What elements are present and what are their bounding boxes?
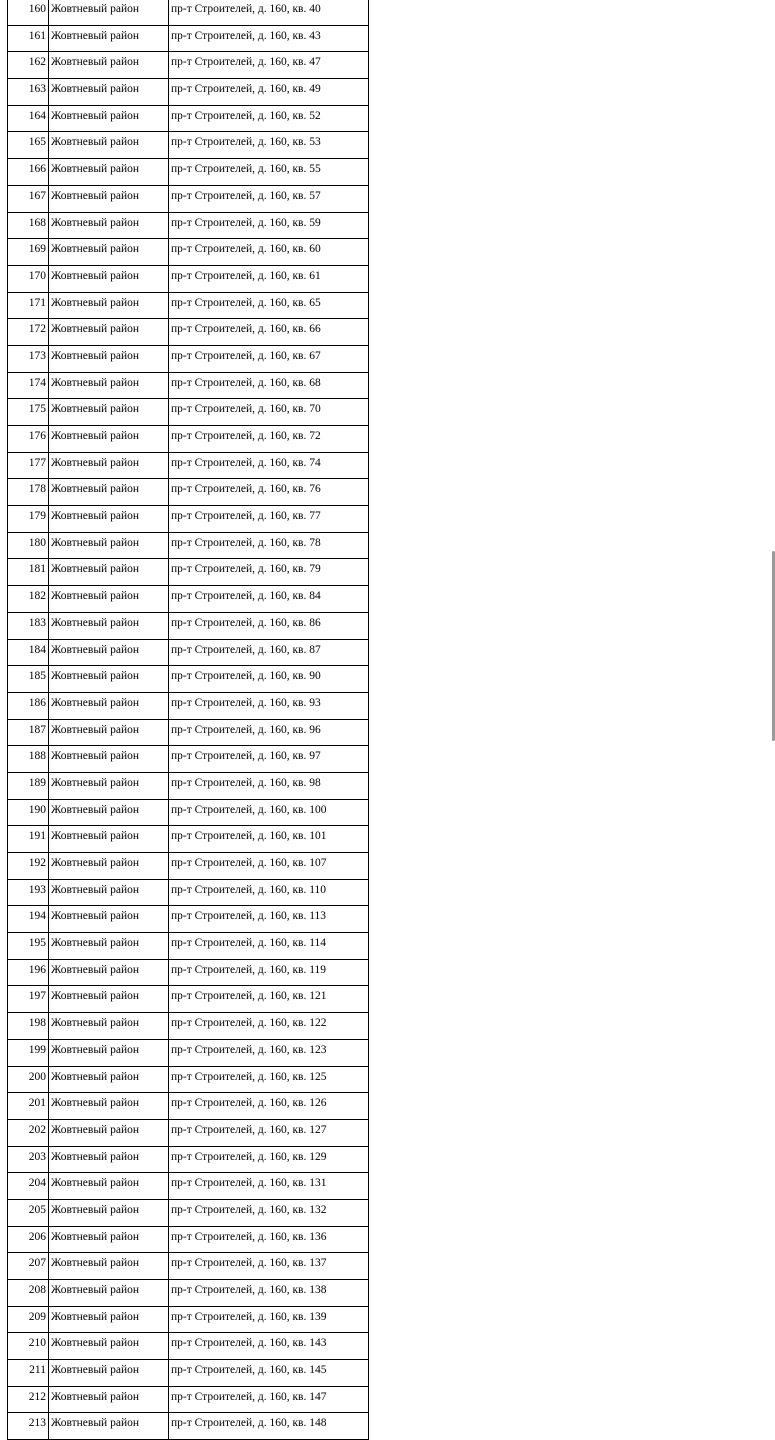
row-number-cell: 211: [8, 1360, 49, 1387]
table-row: [8, 1093, 369, 1120]
table-row: [8, 1360, 369, 1387]
address-cell: пр-т Строителей, д. 160, кв. 97: [169, 746, 369, 773]
row-number-cell: 166: [8, 159, 49, 186]
district-cell: Жовтневый район: [49, 799, 169, 826]
district-cell: Жовтневый район: [49, 479, 169, 506]
row-number-cell: 195: [8, 933, 49, 960]
address-cell: пр-т Строителей, д. 160, кв. 78: [169, 532, 369, 559]
table-row: [8, 639, 369, 666]
district-cell: Жовтневый район: [49, 1360, 169, 1387]
address-cell: пр-т Строителей, д. 160, кв. 121: [169, 986, 369, 1013]
district-cell: Жовтневый район: [49, 986, 169, 1013]
district-cell: Жовтневый район: [49, 826, 169, 853]
table-row: [8, 1306, 369, 1333]
district-cell: Жовтневый район: [49, 292, 169, 319]
district-cell: Жовтневый район: [49, 959, 169, 986]
table-row: [8, 586, 369, 613]
row-number-cell: 194: [8, 906, 49, 933]
address-cell: пр-т Строителей, д. 160, кв. 43: [169, 25, 369, 52]
address-cell: пр-т Строителей, д. 160, кв. 86: [169, 612, 369, 639]
row-number-cell: 189: [8, 772, 49, 799]
table-row: [8, 532, 369, 559]
row-number-cell: 208: [8, 1280, 49, 1307]
table-row: [8, 506, 369, 533]
address-cell: пр-т Строителей, д. 160, кв. 93: [169, 692, 369, 719]
address-cell: пр-т Строителей, д. 160, кв. 74: [169, 452, 369, 479]
row-number-cell: 183: [8, 612, 49, 639]
district-cell: Жовтневый район: [49, 105, 169, 132]
district-cell: Жовтневый район: [49, 906, 169, 933]
row-number-cell: 179: [8, 506, 49, 533]
row-number-cell: 191: [8, 826, 49, 853]
address-cell: пр-т Строителей, д. 160, кв. 60: [169, 239, 369, 266]
address-cell: пр-т Строителей, д. 160, кв. 72: [169, 426, 369, 453]
address-cell: пр-т Строителей, д. 160, кв. 114: [169, 933, 369, 960]
table-row: [8, 1199, 369, 1226]
district-cell: Жовтневый район: [49, 399, 169, 426]
district-cell: Жовтневый район: [49, 1066, 169, 1093]
table-row: [8, 986, 369, 1013]
table-row: [8, 1280, 369, 1307]
row-number-cell: 162: [8, 52, 49, 79]
row-number-cell: 213: [8, 1413, 49, 1440]
district-cell: Жовтневый район: [49, 1386, 169, 1413]
district-cell: Жовтневый район: [49, 746, 169, 773]
district-cell: Жовтневый район: [49, 532, 169, 559]
table-row: [8, 1146, 369, 1173]
address-table: [7, 0, 369, 1440]
address-cell: пр-т Строителей, д. 160, кв. 148: [169, 1413, 369, 1440]
district-cell: Жовтневый район: [49, 1413, 169, 1440]
district-cell: Жовтневый район: [49, 1119, 169, 1146]
table-row: [8, 1173, 369, 1200]
table-row: [8, 1013, 369, 1040]
district-cell: Жовтневый район: [49, 319, 169, 346]
table-row: [8, 746, 369, 773]
district-cell: Жовтневый район: [49, 639, 169, 666]
row-number-cell: 201: [8, 1093, 49, 1120]
district-cell: Жовтневый район: [49, 506, 169, 533]
row-number-cell: 199: [8, 1039, 49, 1066]
district-cell: Жовтневый район: [49, 586, 169, 613]
address-cell: пр-т Строителей, д. 160, кв. 55: [169, 159, 369, 186]
district-cell: Жовтневый район: [49, 426, 169, 453]
row-number-cell: 177: [8, 452, 49, 479]
district-cell: Жовтневый район: [49, 1333, 169, 1360]
address-cell: пр-т Строителей, д. 160, кв. 84: [169, 586, 369, 613]
address-cell: пр-т Строителей, д. 160, кв. 125: [169, 1066, 369, 1093]
row-number-cell: 167: [8, 185, 49, 212]
address-cell: пр-т Строителей, д. 160, кв. 137: [169, 1253, 369, 1280]
district-cell: Жовтневый район: [49, 879, 169, 906]
row-number-cell: 206: [8, 1226, 49, 1253]
district-cell: Жовтневый район: [49, 853, 169, 880]
table-row: [8, 319, 369, 346]
address-cell: пр-т Строителей, д. 160, кв. 127: [169, 1119, 369, 1146]
address-cell: пр-т Строителей, д. 160, кв. 122: [169, 1013, 369, 1040]
district-cell: Жовтневый район: [49, 0, 169, 25]
table-row: [8, 1333, 369, 1360]
address-cell: пр-т Строителей, д. 160, кв. 57: [169, 185, 369, 212]
address-cell: пр-т Строителей, д. 160, кв. 98: [169, 772, 369, 799]
table-row: [8, 692, 369, 719]
district-cell: Жовтневый район: [49, 1039, 169, 1066]
row-number-cell: 171: [8, 292, 49, 319]
row-number-cell: 175: [8, 399, 49, 426]
district-cell: Жовтневый район: [49, 1013, 169, 1040]
table-row: [8, 1066, 369, 1093]
address-cell: пр-т Строителей, д. 160, кв. 100: [169, 799, 369, 826]
table-row: [8, 265, 369, 292]
district-cell: Жовтневый район: [49, 559, 169, 586]
row-number-cell: 161: [8, 25, 49, 52]
table-row: [8, 826, 369, 853]
table-row: [8, 372, 369, 399]
row-number-cell: 198: [8, 1013, 49, 1040]
row-number-cell: 187: [8, 719, 49, 746]
address-cell: пр-т Строителей, д. 160, кв. 113: [169, 906, 369, 933]
table-row: [8, 292, 369, 319]
table-row: [8, 185, 369, 212]
row-number-cell: 212: [8, 1386, 49, 1413]
table-row: [8, 719, 369, 746]
district-cell: Жовтневый район: [49, 1280, 169, 1307]
table-row: [8, 239, 369, 266]
row-number-cell: 202: [8, 1119, 49, 1146]
table-row: [8, 1253, 369, 1280]
address-cell: пр-т Строителей, д. 160, кв. 65: [169, 292, 369, 319]
address-cell: пр-т Строителей, д. 160, кв. 143: [169, 1333, 369, 1360]
district-cell: Жовтневый район: [49, 79, 169, 106]
district-cell: Жовтневый район: [49, 933, 169, 960]
district-cell: Жовтневый район: [49, 719, 169, 746]
district-cell: Жовтневый район: [49, 772, 169, 799]
district-cell: Жовтневый район: [49, 52, 169, 79]
row-number-cell: 188: [8, 746, 49, 773]
table-row: [8, 25, 369, 52]
address-cell: пр-т Строителей, д. 160, кв. 107: [169, 853, 369, 880]
row-number-cell: 164: [8, 105, 49, 132]
row-number-cell: 181: [8, 559, 49, 586]
district-cell: Жовтневый район: [49, 1173, 169, 1200]
district-cell: Жовтневый район: [49, 452, 169, 479]
row-number-cell: 172: [8, 319, 49, 346]
address-cell: пр-т Строителей, д. 160, кв. 136: [169, 1226, 369, 1253]
row-number-cell: 204: [8, 1173, 49, 1200]
district-cell: Жовтневый район: [49, 372, 169, 399]
table-row: [8, 559, 369, 586]
table-row: [8, 0, 369, 25]
table-row: [8, 666, 369, 693]
district-cell: Жовтневый район: [49, 1093, 169, 1120]
row-number-cell: 186: [8, 692, 49, 719]
row-number-cell: 196: [8, 959, 49, 986]
address-cell: пр-т Строителей, д. 160, кв. 66: [169, 319, 369, 346]
row-number-cell: 193: [8, 879, 49, 906]
table-row: [8, 345, 369, 372]
address-cell: пр-т Строителей, д. 160, кв. 126: [169, 1093, 369, 1120]
table-row: [8, 879, 369, 906]
address-cell: пр-т Строителей, д. 160, кв. 79: [169, 559, 369, 586]
district-cell: Жовтневый район: [49, 159, 169, 186]
address-cell: пр-т Строителей, д. 160, кв. 138: [169, 1280, 369, 1307]
district-cell: Жовтневый район: [49, 666, 169, 693]
table-row: [8, 1119, 369, 1146]
table-row: [8, 159, 369, 186]
row-number-cell: 182: [8, 586, 49, 613]
table-row: [8, 452, 369, 479]
table-row: [8, 612, 369, 639]
district-cell: Жовтневый район: [49, 1146, 169, 1173]
address-cell: пр-т Строителей, д. 160, кв. 76: [169, 479, 369, 506]
address-cell: пр-т Строителей, д. 160, кв. 87: [169, 639, 369, 666]
table-row: [8, 132, 369, 159]
row-number-cell: 205: [8, 1199, 49, 1226]
table-row: [8, 52, 369, 79]
address-cell: пр-т Строителей, д. 160, кв. 123: [169, 1039, 369, 1066]
row-number-cell: 160: [8, 0, 49, 25]
district-cell: Жовтневый район: [49, 239, 169, 266]
district-cell: Жовтневый район: [49, 1226, 169, 1253]
row-number-cell: 176: [8, 426, 49, 453]
address-cell: пр-т Строителей, д. 160, кв. 145: [169, 1360, 369, 1387]
district-cell: Жовтневый район: [49, 25, 169, 52]
table-row: [8, 479, 369, 506]
table-row: [8, 906, 369, 933]
row-number-cell: 190: [8, 799, 49, 826]
address-cell: пр-т Строителей, д. 160, кв. 110: [169, 879, 369, 906]
district-cell: Жовтневый район: [49, 132, 169, 159]
district-cell: Жовтневый район: [49, 345, 169, 372]
row-number-cell: 170: [8, 265, 49, 292]
table-row: [8, 799, 369, 826]
table-row: [8, 853, 369, 880]
table-row: [8, 959, 369, 986]
row-number-cell: 209: [8, 1306, 49, 1333]
table-row: [8, 399, 369, 426]
address-cell: пр-т Строителей, д. 160, кв. 77: [169, 506, 369, 533]
address-cell: пр-т Строителей, д. 160, кв. 61: [169, 265, 369, 292]
table-row: [8, 212, 369, 239]
row-number-cell: 178: [8, 479, 49, 506]
district-cell: Жовтневый район: [49, 1306, 169, 1333]
row-number-cell: 165: [8, 132, 49, 159]
address-cell: пр-т Строителей, д. 160, кв. 49: [169, 79, 369, 106]
district-cell: Жовтневый район: [49, 612, 169, 639]
table-row: [8, 105, 369, 132]
row-number-cell: 184: [8, 639, 49, 666]
row-number-cell: 192: [8, 853, 49, 880]
table-row: [8, 426, 369, 453]
row-number-cell: 207: [8, 1253, 49, 1280]
district-cell: Жовтневый район: [49, 692, 169, 719]
row-number-cell: 210: [8, 1333, 49, 1360]
table-row: [8, 933, 369, 960]
district-cell: Жовтневый район: [49, 212, 169, 239]
address-cell: пр-т Строителей, д. 160, кв. 131: [169, 1173, 369, 1200]
address-cell: пр-т Строителей, д. 160, кв. 96: [169, 719, 369, 746]
address-cell: пр-т Строителей, д. 160, кв. 139: [169, 1306, 369, 1333]
table-row: [8, 772, 369, 799]
address-cell: пр-т Строителей, д. 160, кв. 132: [169, 1199, 369, 1226]
district-cell: Жовтневый район: [49, 265, 169, 292]
row-number-cell: 168: [8, 212, 49, 239]
address-cell: пр-т Строителей, д. 160, кв. 90: [169, 666, 369, 693]
row-number-cell: 169: [8, 239, 49, 266]
address-cell: пр-т Строителей, д. 160, кв. 101: [169, 826, 369, 853]
table-row: [8, 1386, 369, 1413]
address-cell: пр-т Строителей, д. 160, кв. 52: [169, 105, 369, 132]
address-cell: пр-т Строителей, д. 160, кв. 119: [169, 959, 369, 986]
address-cell: пр-т Строителей, д. 160, кв. 53: [169, 132, 369, 159]
table-row: [8, 1226, 369, 1253]
row-number-cell: 173: [8, 345, 49, 372]
table-row: [8, 79, 369, 106]
row-number-cell: 185: [8, 666, 49, 693]
district-cell: Жовтневый район: [49, 185, 169, 212]
address-cell: пр-т Строителей, д. 160, кв. 47: [169, 52, 369, 79]
row-number-cell: 203: [8, 1146, 49, 1173]
district-cell: Жовтневый район: [49, 1199, 169, 1226]
address-cell: пр-т Строителей, д. 160, кв. 70: [169, 399, 369, 426]
address-cell: пр-т Строителей, д. 160, кв. 67: [169, 345, 369, 372]
row-number-cell: 174: [8, 372, 49, 399]
table-row: [8, 1039, 369, 1066]
address-cell: пр-т Строителей, д. 160, кв. 147: [169, 1386, 369, 1413]
row-number-cell: 200: [8, 1066, 49, 1093]
address-cell: пр-т Строителей, д. 160, кв. 68: [169, 372, 369, 399]
table-row: [8, 1413, 369, 1440]
row-number-cell: 180: [8, 532, 49, 559]
address-cell: пр-т Строителей, д. 160, кв. 129: [169, 1146, 369, 1173]
address-cell: пр-т Строителей, д. 160, кв. 59: [169, 212, 369, 239]
district-cell: Жовтневый район: [49, 1253, 169, 1280]
row-number-cell: 197: [8, 986, 49, 1013]
address-cell: пр-т Строителей, д. 160, кв. 40: [169, 0, 369, 25]
address-table-body: [8, 0, 369, 1440]
row-number-cell: 163: [8, 79, 49, 106]
